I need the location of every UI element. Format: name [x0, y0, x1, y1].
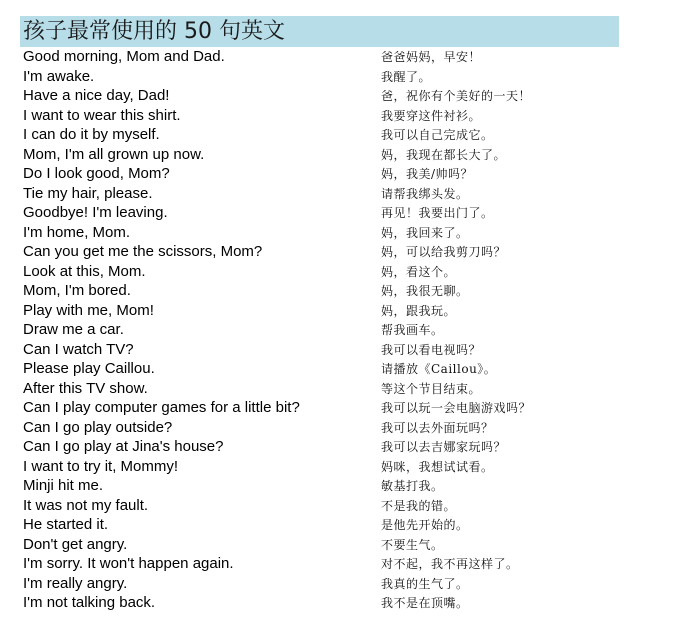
- chinese-translation: 我可以去外面玩吗？: [381, 420, 494, 435]
- english-phrase: Goodbye! I'm leaving.: [23, 204, 168, 222]
- chinese-translation: 是他先开始的。: [381, 518, 469, 533]
- english-phrase: I'm really angry.: [23, 574, 128, 592]
- english-phrase: Please play Caillou.: [23, 360, 155, 378]
- chinese-translation: 妈，可以给我剪刀吗？: [381, 245, 507, 260]
- phrase-row: [20, 359, 620, 379]
- chinese-translation: 妈，我回来了。: [381, 225, 469, 240]
- chinese-translation: 我真的生气了。: [381, 576, 469, 591]
- sheet-title: 孩子最常使用的 50 句英文: [20, 16, 619, 47]
- phrase-row: [20, 340, 620, 360]
- phrase-row: [20, 418, 620, 438]
- phrase-row: [20, 320, 620, 340]
- phrase-row: [20, 496, 620, 516]
- english-phrase: I can do it by myself.: [23, 126, 160, 144]
- english-phrase: I'm sorry. It won't happen again.: [23, 555, 234, 573]
- english-phrase: I want to wear this shirt.: [23, 106, 181, 124]
- english-phrase: Have a nice day, Dad!: [23, 87, 170, 105]
- chinese-translation: 再见！我要出门了。: [381, 206, 494, 221]
- english-phrase: Can I watch TV?: [23, 340, 134, 358]
- phrase-row: [20, 437, 620, 457]
- phrase-row: [20, 242, 620, 262]
- phrase-row: [20, 457, 620, 477]
- english-phrase: I'm awake.: [23, 67, 95, 85]
- english-phrase: After this TV show.: [23, 379, 148, 397]
- phrase-row: [20, 476, 620, 496]
- chinese-translation: 我醒了。: [381, 69, 432, 84]
- phrase-row: [20, 203, 620, 223]
- english-phrase: Tie my hair, please.: [23, 184, 153, 202]
- chinese-translation: 不是我的错。: [381, 498, 457, 513]
- chinese-translation: 爸爸妈妈，早安！: [381, 50, 482, 65]
- phrase-row: [20, 281, 620, 301]
- english-phrase: Look at this, Mom.: [23, 262, 146, 280]
- english-phrase: I want to try it, Mommy!: [23, 457, 179, 475]
- phrase-row: [20, 223, 620, 243]
- phrase-row: [20, 574, 620, 594]
- phrase-row: [20, 67, 620, 87]
- chinese-translation: 帮我画车。: [381, 323, 444, 338]
- english-phrase: Mom, I'm all grown up now.: [23, 145, 205, 163]
- chinese-translation: 请帮我绑头发。: [381, 186, 469, 201]
- english-phrase: Can I play computer games for a little bit?: [23, 399, 300, 417]
- english-phrase: Minji hit me.: [23, 477, 104, 495]
- english-phrase: Mom, I'm bored.: [23, 282, 131, 300]
- english-phrase: It was not my fault.: [23, 496, 149, 514]
- phrase-row: [20, 398, 620, 418]
- english-phrase: Good morning, Mom and Dad.: [23, 48, 225, 66]
- english-phrase: Can you get me the scissors, Mom?: [23, 243, 263, 261]
- phrase-row: [20, 47, 620, 67]
- english-phrase: I'm home, Mom.: [23, 223, 131, 241]
- chinese-translation: 对不起，我不再这样了。: [381, 557, 519, 572]
- phrase-row: [20, 262, 620, 282]
- phrase-sheet: [20, 16, 620, 613]
- chinese-translation: 妈，我现在都长大了。: [381, 147, 507, 162]
- english-phrase: Don't get angry.: [23, 535, 128, 553]
- english-phrase: Draw me a car.: [23, 321, 124, 339]
- english-phrase: Can I go play outside?: [23, 418, 173, 436]
- phrase-row: [20, 593, 620, 613]
- phrase-row: [20, 515, 620, 535]
- phrase-row: [20, 301, 620, 321]
- phrase-row: [20, 164, 620, 184]
- phrase-row: [20, 106, 620, 126]
- english-phrase: Do I look good, Mom?: [23, 165, 170, 183]
- phrase-row: [20, 184, 620, 204]
- chinese-translation: 我可以玩一会电脑游戏吗？: [381, 401, 532, 416]
- english-phrase: Can I go play at Jina's house?: [23, 438, 224, 456]
- phrase-row: [20, 554, 620, 574]
- chinese-translation: 妈咪，我想试试看。: [381, 459, 494, 474]
- chinese-translation: 爸，祝你有个美好的一天！: [381, 89, 532, 104]
- chinese-translation: 妈，跟我玩。: [381, 303, 457, 318]
- phrase-row: [20, 145, 620, 165]
- phrase-row: [20, 535, 620, 555]
- chinese-translation: 我可以去吉娜家玩吗？: [381, 440, 507, 455]
- phrase-row: [20, 125, 620, 145]
- chinese-translation: 敏基打我。: [381, 479, 444, 494]
- english-phrase: He started it.: [23, 516, 109, 534]
- chinese-translation: 请播放《Caillou》。: [381, 362, 497, 377]
- phrase-row: [20, 379, 620, 399]
- chinese-translation: 妈，看这个。: [381, 264, 457, 279]
- chinese-translation: 我可以看电视吗？: [381, 342, 482, 357]
- chinese-translation: 不要生气。: [381, 537, 444, 552]
- chinese-translation: 我可以自己完成它。: [381, 128, 494, 143]
- chinese-translation: 我要穿这件衬衫。: [381, 108, 482, 123]
- english-phrase: I'm not talking back.: [23, 594, 156, 612]
- chinese-translation: 妈，我很无聊。: [381, 284, 469, 299]
- phrase-list: [20, 47, 620, 613]
- chinese-translation: 妈，我美/帅吗？: [381, 167, 474, 182]
- chinese-translation: 我不是在顶嘴。: [381, 596, 469, 611]
- english-phrase: Play with me, Mom!: [23, 301, 154, 319]
- phrase-row: [20, 86, 620, 106]
- chinese-translation: 等这个节目结束。: [381, 381, 482, 396]
